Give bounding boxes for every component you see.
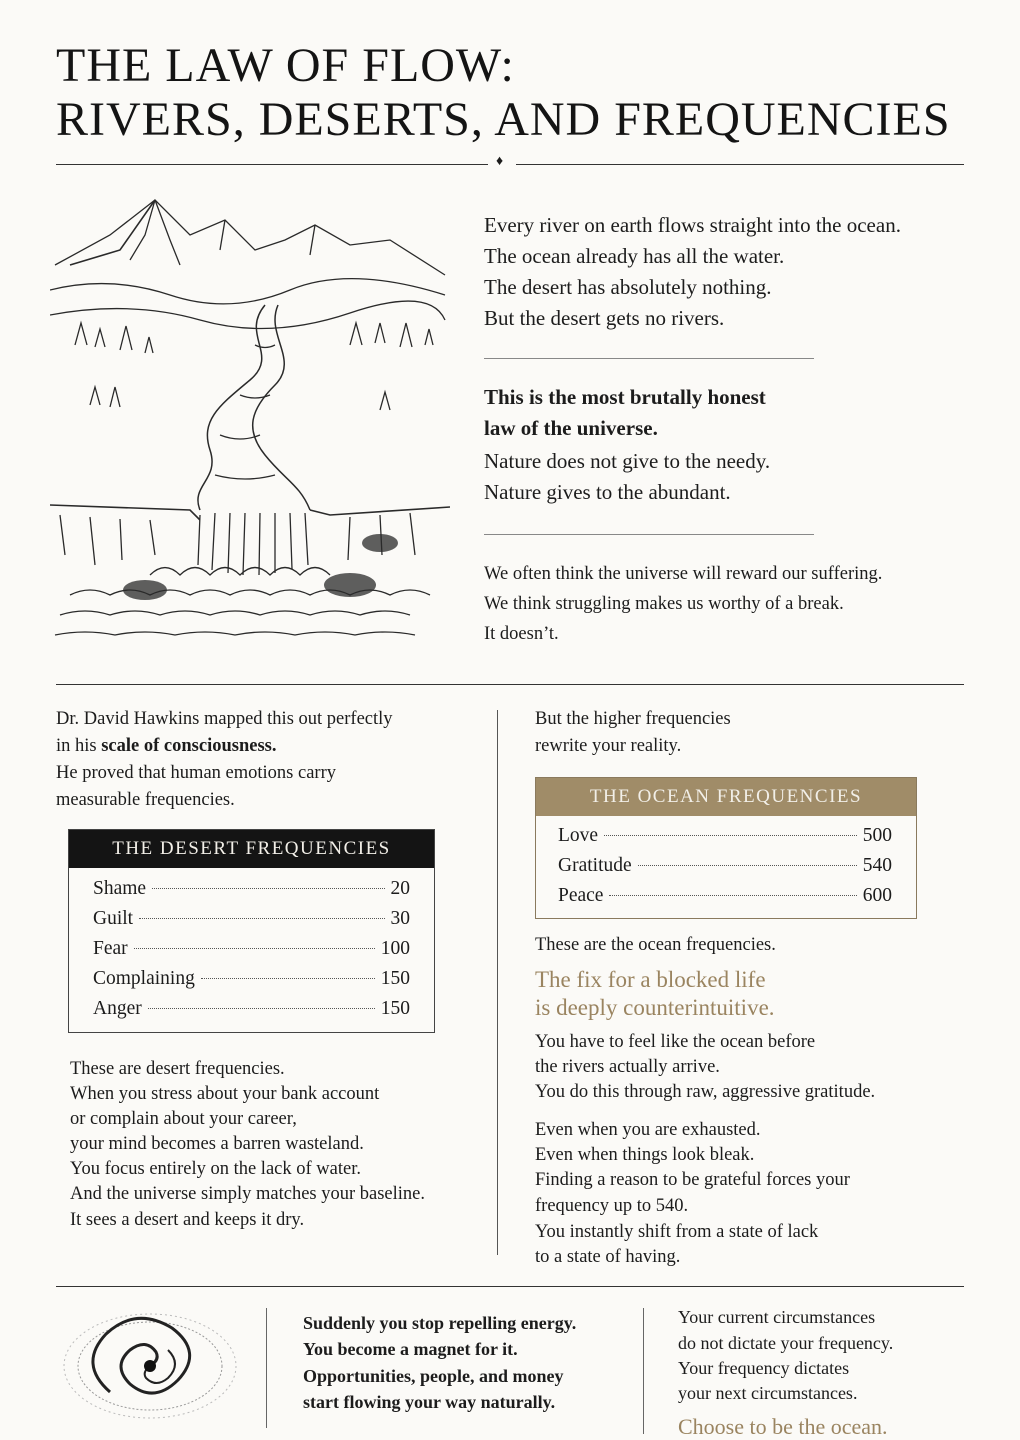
section-divider (484, 534, 814, 535)
desert-line: You focus entirely on the lack of water. (70, 1159, 361, 1179)
column-divider (497, 710, 498, 1255)
row-value: 100 (380, 938, 410, 959)
fix-heading-line: The fix for a blocked life (535, 967, 766, 992)
row-value: 150 (380, 968, 410, 989)
row-label: Guilt (93, 908, 134, 929)
ocean-para2-line: You instantly shift from a state of lack (535, 1222, 819, 1242)
intro-line: But the desert gets no rivers. (484, 306, 725, 330)
dot-leader (139, 918, 384, 919)
ocean-frequencies-table (535, 777, 917, 919)
dot-leader (604, 835, 857, 836)
dot-leader (201, 978, 375, 979)
law-heading-line: law of the universe. (484, 416, 658, 440)
footer-cta: Choose to be the ocean. (678, 1414, 888, 1439)
footer-divider (56, 1286, 964, 1287)
ocean-para2-line: Finding a reason to be grateful forces your (535, 1170, 850, 1190)
suffering-line: We think struggling makes us worthy of a break. (484, 594, 844, 614)
section-divider (484, 358, 814, 359)
footer-right-line: Your current circumstances (678, 1307, 876, 1327)
fix-heading-line: is deeply counterintuitive. (535, 995, 775, 1020)
desert-frequencies-heading: THE DESERT FREQUENCIES (69, 830, 434, 868)
dot-leader (638, 865, 857, 866)
table-row (558, 885, 892, 907)
title-divider-right (516, 164, 964, 165)
footer-middle-line: You become a magnet for it. (303, 1339, 518, 1359)
desert-line: When you stress about your bank account (70, 1084, 380, 1104)
desert-line: or complain about your career, (70, 1109, 297, 1129)
ocean-para1-line: the rivers actually arrive. (535, 1057, 720, 1077)
intro-line: The desert has absolutely nothing. (484, 275, 772, 299)
intro-line: Every river on earth flows straight into the ocean. (484, 213, 901, 237)
row-label: Shame (93, 878, 147, 899)
row-value: 150 (380, 998, 410, 1019)
table-row (93, 908, 410, 930)
row-label: Gratitude (558, 855, 632, 876)
ocean-para2-line: Even when things look bleak. (535, 1145, 755, 1165)
desert-line: And the universe simply matches your baseline. (70, 1184, 426, 1204)
river-waterfall-illustration (50, 195, 450, 640)
ocean-para2-line: frequency up to 540. (535, 1196, 689, 1216)
ocean-para1-line: You have to feel like the ocean before (535, 1032, 816, 1052)
dot-leader (152, 888, 384, 889)
page-title-line-1: THE LAW OF FLOW: (56, 39, 515, 92)
dot-leader (134, 948, 375, 949)
desert-line: These are desert frequencies. (70, 1059, 285, 1079)
ocean-after-text: These are the ocean frequencies. (535, 935, 776, 955)
row-label: Fear (93, 938, 128, 959)
hawkins-line: He proved that human emotions carry (56, 763, 336, 783)
title-divider-left (56, 164, 488, 165)
row-label: Anger (93, 998, 142, 1019)
ocean-intro-line: But the higher frequencies (535, 709, 731, 729)
table-row (93, 938, 410, 960)
desert-frequencies-table (68, 829, 435, 1033)
page-title-line-2: RIVERS, DESERTS, AND FREQUENCIES (56, 93, 951, 146)
footer-middle-line: Suddenly you stop repelling energy. (303, 1313, 577, 1333)
ocean-para2-line: to a state of having. (535, 1247, 681, 1267)
footer-right-line: Your frequency dictates (678, 1358, 850, 1378)
law-line: Nature gives to the abundant. (484, 480, 731, 504)
footer-divider-left (266, 1308, 267, 1428)
footer-middle-line: Opportunities, people, and money (303, 1366, 564, 1386)
footer-divider-right (643, 1308, 644, 1434)
hawkins-line: measurable frequencies. (56, 790, 235, 810)
row-label: Complaining (93, 968, 195, 989)
footer-right-line: do not dictate your frequency. (678, 1333, 894, 1353)
ocean-intro-line: rewrite your reality. (535, 736, 682, 756)
footer-middle-line: start flowing your way naturally. (303, 1392, 556, 1412)
footer-right-line: your next circumstances. (678, 1383, 858, 1403)
row-value: 30 (390, 908, 410, 929)
divider-diamond-icon: ♦ (496, 154, 504, 169)
main-divider (56, 684, 964, 685)
ocean-frequencies-heading: THE OCEAN FREQUENCIES (536, 778, 916, 816)
spiral-vortex-icon (58, 1308, 238, 1423)
table-row (93, 968, 410, 990)
suffering-line: We often think the universe will reward our suffering. (484, 564, 883, 584)
law-line: Nature does not give to the needy. (484, 449, 771, 473)
table-row (558, 855, 892, 877)
suffering-line: It doesn’t. (484, 624, 559, 644)
desert-line: It sees a desert and keeps it dry. (70, 1210, 305, 1230)
table-row (558, 825, 892, 847)
law-heading-line: This is the most brutally honest (484, 385, 766, 409)
ocean-para1-line: You do this through raw, aggressive gratitude. (535, 1082, 876, 1102)
ocean-para2-line: Even when you are exhausted. (535, 1120, 761, 1140)
row-value: 540 (862, 855, 892, 876)
row-value: 600 (862, 885, 892, 906)
row-value: 500 (862, 825, 892, 846)
hawkins-line: Dr. David Hawkins mapped this out perfectly (56, 709, 393, 729)
row-label: Peace (558, 885, 604, 906)
row-value: 20 (390, 878, 410, 899)
table-row (93, 878, 410, 900)
intro-line: The ocean already has all the water. (484, 244, 785, 268)
dot-leader (148, 1008, 375, 1009)
table-row (93, 998, 410, 1020)
dot-leader (609, 895, 856, 896)
desert-line: your mind becomes a barren wasteland. (70, 1134, 364, 1154)
hawkins-line: in his scale of consciousness. (56, 736, 277, 756)
row-label: Love (558, 825, 599, 846)
